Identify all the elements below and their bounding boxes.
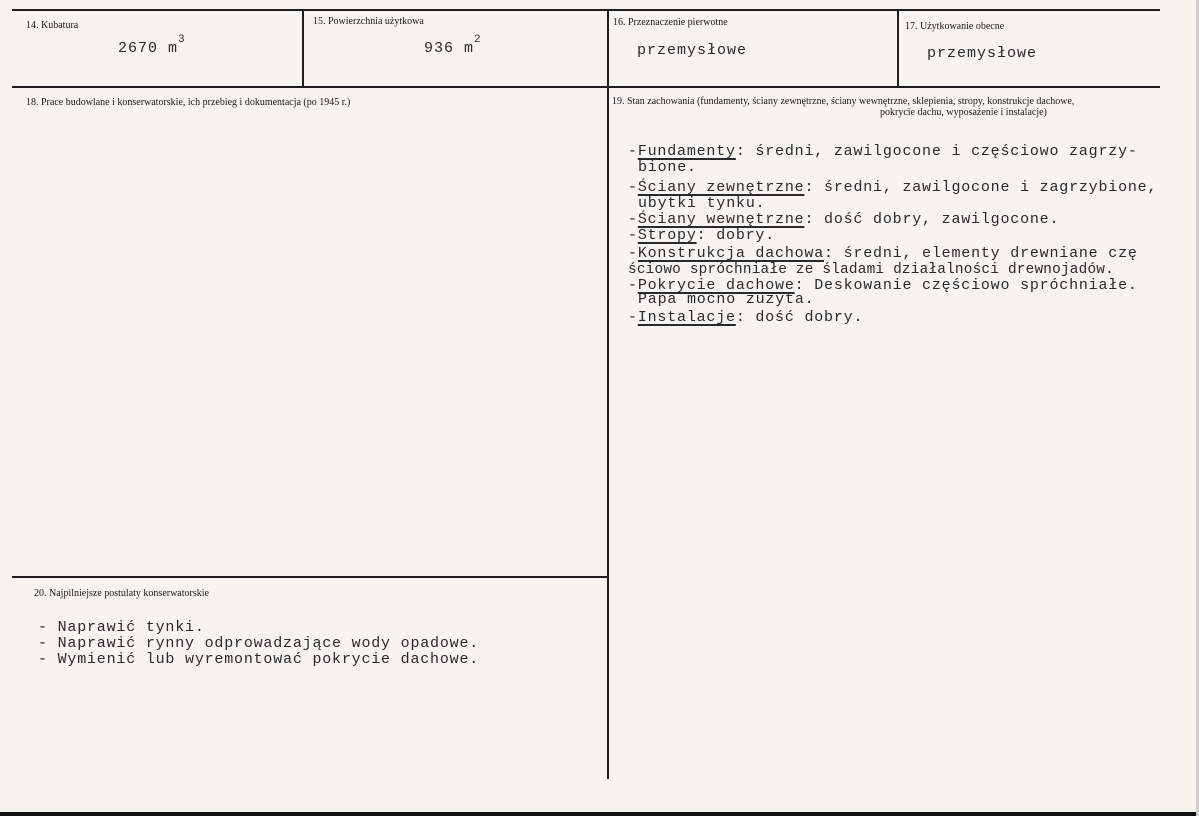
col-divider-c <box>897 9 899 88</box>
postulate-item: - Naprawić tynki. <box>38 619 205 636</box>
field-16-label: 16. Przeznaczenie pierwotne <box>613 17 728 28</box>
field-16-value: przemysłowe <box>637 42 748 59</box>
field-18-label: 18. Prace budowlane i konserwatorskie, ich przebieg i dokumentacja (po 1945 r.) <box>26 97 351 108</box>
row-divider-2 <box>12 576 608 578</box>
col-divider-b <box>607 9 609 779</box>
field-20-label: 20. Najpilniejsze postulaty konserwatorskie <box>34 588 209 599</box>
condition-line: -Konstrukcja dachowa: średni, elementy drewniane czę <box>628 245 1138 262</box>
top-border <box>12 9 1160 11</box>
row-divider-1 <box>12 86 1160 88</box>
condition-line: -Pokrycie dachowe: Deskowanie częściowo spróchniałe. <box>628 277 1138 294</box>
condition-line: -Ściany wewnętrzne: dość dobry, zawilgocone. <box>628 211 1060 228</box>
scan-bottom-edge <box>0 812 1199 816</box>
field-14-value: 2670 $m^3$ <box>118 34 186 57</box>
field-15-label: 15. Powierzchnia użytkowa <box>313 16 424 27</box>
condition-line: bione. <box>638 159 697 176</box>
col-divider-a <box>302 9 304 88</box>
condition-line: -Instalacje: dość dobry. <box>628 309 864 326</box>
condition-line: Papa mocno zużyta. <box>638 291 815 308</box>
condition-line: -Fundamenty: średni, zawilgocone i częściowo zagrzy- <box>628 143 1138 160</box>
field-15-value: 936 $m^2$ <box>424 34 482 57</box>
field-14-label: 14. Kubatura <box>26 20 79 31</box>
condition-line: -Ściany zewnętrzne: średni, zawilgocone i zagrzybione, <box>628 179 1158 196</box>
condition-line: ściowo spróchniałe ze śladami działalności drewnojadów. <box>628 262 1114 278</box>
condition-line: -Stropy: dobry. <box>628 227 776 244</box>
field-19-label: 19. Stan zachowania (fundamenty, ściany zewnętrzne, ściany wewnętrzne, sklepienia, stropy, konstrukcje dachowe, pokrycie dachu, wyposażenie i instalacje) <box>612 96 1075 118</box>
postulate-item: - Naprawić rynny odprowadzające wody opadowe. <box>38 635 480 652</box>
field-17-label: 17. Użytkowanie obecne <box>905 21 1005 32</box>
postulate-item: - Wymienić lub wyremontować pokrycie dachowe. <box>38 651 480 668</box>
condition-line: ubytki tynku. <box>638 195 766 212</box>
field-17-value: przemysłowe <box>927 45 1038 62</box>
